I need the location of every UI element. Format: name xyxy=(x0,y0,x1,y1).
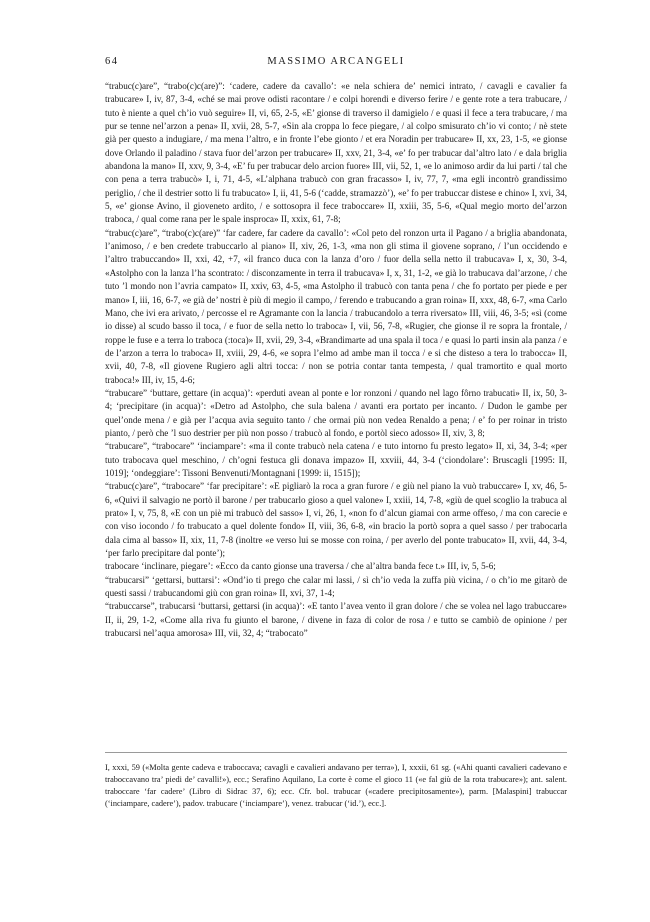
page-header xyxy=(105,56,567,72)
entry-paragraph: “trabucare”, “trabocare” ‘inciampare’: «ma il conte trabucò nela catena / e tuto intorno fu presto legato» II, xi, 34, 3-4; «per tuto trabocava quel meschino, / ch’ogni festuca gli donava impazo» II, xxviii, 44, 3-4 (‘ciondolare’: Bruscagli [1995: II, 1019]; ‘ondeggiare’: Tissoni Benvenuti/Montagnani [1999: ii, 1515]); xyxy=(105,441,567,478)
footnote-text: I, xxxi, 59 («Molta gente cadeva e traboccava; cavagli e cavalieri andavano per terra»), I, xxxii, 61 sg. («Ahi quanti cavalieri cadevano e traboccavano tra’ piedi de’ cavalli!»), ecc.; Serafino Aquilano, La corte è come el gioco 11 («e fal giù de la rota trabucare»); ant. salent. traboccare ‘far cadere’ (Libro di Sidrac 37, 6); ecc. Cfr. bol. trabucar («cadere precipitosamente»), parm. [Malaspini] trabuccar (‘inciampare, cadere’), padov. trabucare (‘inciampare’), venez. trabucar (‘id.’), ecc.]. xyxy=(105,763,567,808)
entry-paragraph: “trabucarsi” ‘gettarsi, buttarsi’: «Ond’io ti prego che calar mi lassi, / sì ch’io veda la zuffa più vicina, / o ch’io me gitarò de questi sassi / trabucandomi giù con gran roina» II, xvi, 37, 1-4; xyxy=(105,574,567,599)
entry-paragraph: “trabuc(c)are”, “trabo(c)c(are)”: ‘cadere, cadere da cavallo’: «e nela schiera de’ nemici intrato, / cavagli e cavalier fa trabucare» I, iv, 87, 3-4, «ché se mai prove odisti racontare / e colpi horendi e diverso ferire / e gente rote a tera trabucare, / tuto è niente a quel ch’io vuò seguire» II, vi, 65, 2-5, «E’ gionse di traverso il damigielo / e quasi il fece a tera trabucare, / ma pur se tenne nel’arzon a pena» II, xvii, 28, 5-7, «Sin ala croppa lo fece piegare, / al colpo smisurato ch’io vi conto; / nè stete già per questo a indugiare, / ma mena l’altro, e in fronte l’ebe gionto / et era Noradin per trabucare» II, xx, 23, 1-5, «e gionse dove Orlando il paladino / stava fuor del’arzon per trabucare» II, xxv, 21, 3-4, «e’ fo per trabucar dal’altro lato / e dala briglia abandona la mano» II, xxv, 9, 3-4, «E’ fu per trabucar delo arcion fuore» III, vii, 52, 1, «e lo animoso ardir da lui parti / tal che con pena a terra trabucò» I, i, 71, 4-5, «L’alphana trabucò con gran fracasso» I, iv, 77, 7, «ma egli incontrò grandissimo periglio, / che il destrier sotto li fu trabucato» I, ii, 41, 5-6 (‘cadde, stramazzò’), «e’ fo per trabuccar distese e chino» I, xvi, 34, 5, «e’ gionse Avino, il gioveneto ardito, / e sottosopra il fece traboccare» II, xxiii, 35, 5-6, «Qual megio morto del’arzon traboca, / qual come rana per le spale insproca» II, xxix, 61, 7-8; xyxy=(105,81,567,225)
entry-paragraph: “trabuc(c)are”, “trabocare” ‘far precipitare’: «E pigliarò la roca a gran furore / e giù nel piano la vuò trabuccare» I, xv, 46, 5-6, «Quivi il salvagio ne portò il barone / per trabucarlo gioso a quel valone» I, xxiii, 14, 7-8, «giù de quel scoglio la trabuca al prato» I, v, 75, 8, «E con un piè mi trabucò del sasso» I, vi, 26, 1, «non fo d’alcun giamai con arme offeso, / ma con carecie e con viso iocondo / fo trabucato a quel dolente fondo» II, viii, 36, 6-8, «in bracio la portò sopra a quel sasso / per trabocarla dala cima al basso» II, xix, 11, 7-8 (inoltre «e verso lui se mosse con roina, / per averlo del ponte trabucato» II, xvii, 44, 3-4, ‘per farlo precipitare dal ponte’); xyxy=(105,481,567,559)
running-head: MASSIMO ARCANGELI xyxy=(267,56,405,67)
entry-paragraph: “trabucare” ‘buttare, gettare (in acqua)’: «perduti avean al ponte e lor ronzoni / quando nel lago fôrno trabucati» II, ix, 50, 3-4; ‘precipitare (in acqua)’: «Detro ad Astolpho, che sula balena / avanti era portato per incanto. / Dudon le gambe per quel’onde mena / e già per l’acqua avia seguito tanto / che ormai più non vedea Renaldo a pena; / e’ fo per roinar in tristo pianto, / però che ’l suo destrier per più non posso / trabucò al fondo, e portòl sieco adosso» II, xiv, 3, 8; xyxy=(105,387,567,438)
entry-paragraph: trabocare ‘inclinare, piegare’: «Ecco da canto gionse una traversa / che al’altra banda fece t.» III, iv, 5, 5-6; xyxy=(105,561,496,572)
footnote xyxy=(105,762,567,810)
main-text xyxy=(105,80,567,640)
page-number: 64 xyxy=(105,56,119,67)
entry-paragraph: “trabuccarse”, trabucarsi ‘buttarsi, gettarsi (in acqua)’: «E tanto l’avea vento il gran dolore / che se volea nel lago trabuccare» II, ii, 29, 1-2, «Come alla riva fu giunto el barone, / divene in faza di color de rosa / e tutto se cambiò de opinione / per trabucarsi nel’aqua amorosa» III, vii, 32, 4; “trabocato” xyxy=(105,601,567,639)
footnote-divider xyxy=(105,752,567,753)
entry-paragraph: “trabuc(c)are”, “trabo(c)c(are)” ‘far cadere, far cadere da cavallo’: «Col peto del ronzon urta il Pagano / a briglia abandonata, l’animoso, / e ben credete trabuccarlo al piano» II, xiv, 26, 1-3, «ma non gli stima il giovene soprano, / l’un occidendo e l’altro trabuccando» II, xxi, 42, +7, «il franco duca con la lanza d’oro / fuor della sella netto il trabucava» I, x, 30, 3-4, «Astolpho con la lanza l’ha scontrato: / disconzamente in terra il trabucava» I, x, 31, 1-2, «e già lo trabucava dal’arzone, / che tuto ’l mondo non l’avria campato» II, xxiv, 63, 4-5, «ma Astolpho il trabucò con tanta pena / che fo portato per piede e per mano» I, iii, 16, 6-7, «e già de’ nostri è più di megio il campo, / ferendo e trabucando a gran roina» II, xxx, 48, 6-7, «ma Carlo Mano, che ivi era arivato, / percosse el re Agramante con la lancia / trabucandolo a terra riversato» III, viii, 46, 3-5; «sì (come io disse) al scudo basso il toca, / e fuor de sella netto lo traboca» I, vii, 56, 7-8, «Rugier, che gionse il re sopra la frontale, / roppe le fuse e a terra lo traboca (:toca)» II, xvii, 29, 3-4, «Brandimarte ad una spala il toca / e quasi lo parti insin ala panza / e de l’arzon a terra lo traboca» II, xviii, 29, 4-6, «e sopra l’elmo ad ambe man il tocca / e si che disteso a tera lo trabocca» II, xvii, 40, 7-8, «Il giovene Rugiero agli altri tocca: / non se potria contar tanta tempesta, / qual tramortito e qual morto traboca!» III, iv, 15, 4-6; xyxy=(105,227,567,385)
